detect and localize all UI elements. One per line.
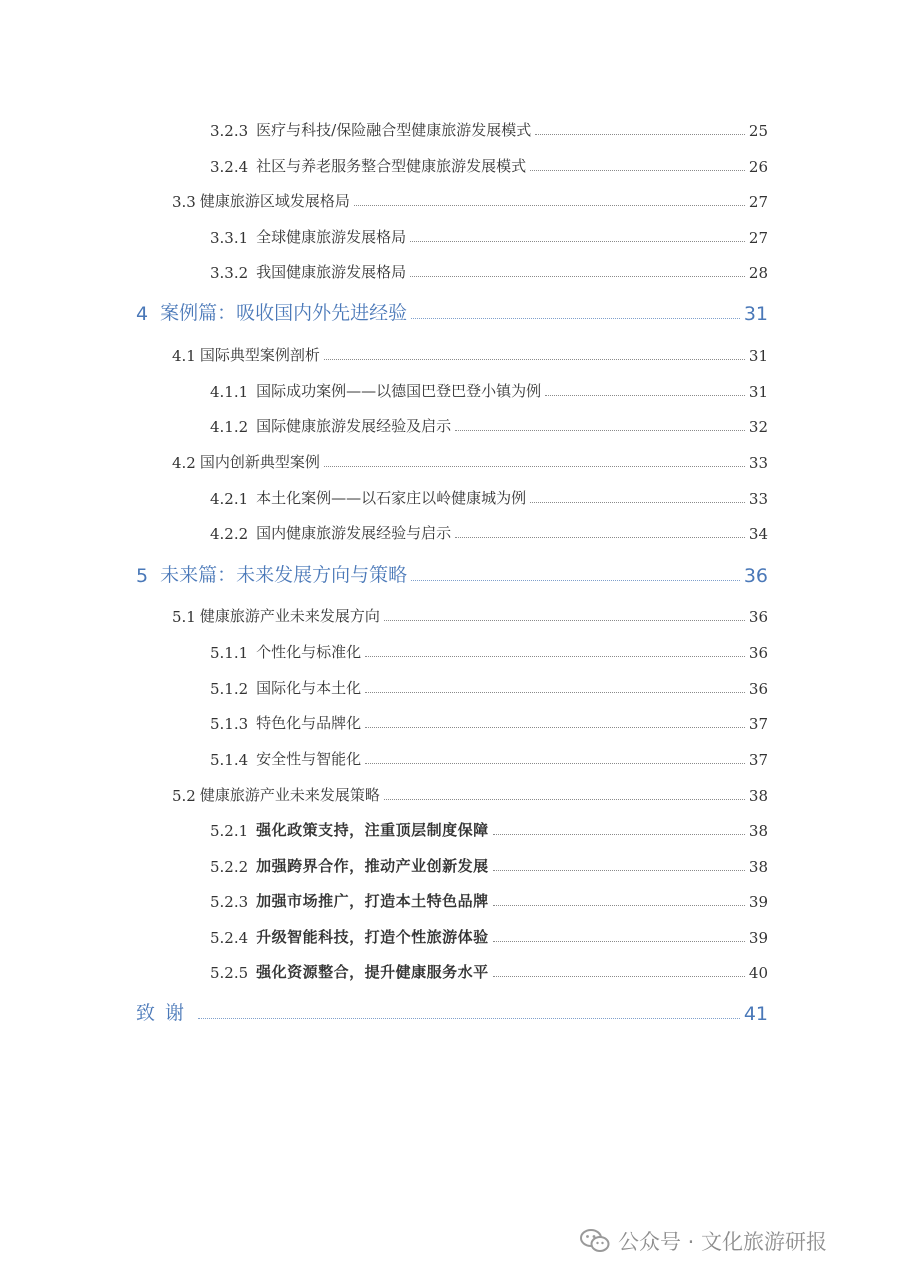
toc-chapter-page: 41: [743, 1003, 768, 1025]
toc-entry-title: 医疗与科技/保险融合型健康旅游发展模式: [256, 121, 532, 139]
dot-leader: [384, 620, 745, 621]
dot-leader: [493, 834, 745, 835]
toc-entry-number: 4.1.1: [210, 383, 249, 401]
toc-entry-5-2-2[interactable]: [210, 852, 768, 876]
toc-entry-page: 34: [748, 525, 768, 543]
toc-entry-4-1-2[interactable]: [210, 412, 768, 436]
toc-entry-page: 38: [748, 822, 768, 840]
dot-leader: [384, 799, 745, 800]
toc-entry-title: 国际典型案例剖析: [199, 346, 320, 364]
dot-leader: [455, 430, 745, 431]
toc-entry-title: 健康旅游产业未来发展方向: [199, 607, 380, 625]
toc-entry-3-3-1[interactable]: [210, 223, 768, 247]
toc-entry-5-1-2[interactable]: [210, 674, 768, 698]
dot-leader: [493, 905, 745, 906]
wechat-icon: [580, 1228, 610, 1254]
toc-entry-page: 32: [748, 418, 768, 436]
toc-entry-number: 5.2.2: [210, 858, 249, 876]
toc-entry-number: 5.1.1: [210, 644, 249, 662]
dot-leader: [198, 1018, 740, 1019]
dot-leader: [545, 395, 745, 396]
toc-entry-title: 国际成功案例——以德国巴登巴登小镇为例: [256, 382, 542, 400]
toc-chapter-title: 致谢: [136, 1002, 195, 1024]
toc-entry-number: 4.2.2: [210, 525, 249, 543]
toc-entry-number: 5.2: [172, 787, 196, 805]
toc-entry-title: 国内创新典型案例: [199, 453, 320, 471]
toc-entry-page: 37: [748, 751, 768, 769]
toc-entry-page: 38: [748, 787, 768, 805]
toc-entry-page: 39: [748, 929, 768, 947]
toc-chapter-title: 未来篇：未来发展方向与策略: [160, 564, 408, 586]
toc-entry-page: 27: [748, 193, 768, 211]
toc-entry-5-2-1[interactable]: [210, 816, 768, 840]
toc-entry-5-1-3[interactable]: [210, 709, 768, 733]
dot-leader: [411, 318, 740, 319]
toc-entry-5-1[interactable]: [172, 602, 768, 626]
dot-leader: [410, 276, 745, 277]
toc-entry-title: 强化资源整合，提升健康服务水平: [256, 963, 489, 981]
wechat-watermark: [580, 1226, 827, 1256]
toc-chapter-4[interactable]: [136, 295, 768, 325]
dot-leader: [324, 466, 745, 467]
toc-entry-number: 5.2.5: [210, 964, 249, 982]
toc-entry-3-2-4[interactable]: [210, 152, 768, 176]
toc-entry-page: 31: [748, 347, 768, 365]
toc-entry-title: 健康旅游产业未来发展策略: [199, 786, 380, 804]
toc-entry-4-2[interactable]: [172, 448, 768, 472]
toc-entry-page: 28: [748, 264, 768, 282]
toc-entry-5-2-5[interactable]: [210, 958, 768, 982]
toc-entry-number: 4.2.1: [210, 490, 249, 508]
toc-chapter-page: 31: [743, 303, 768, 325]
toc-entry-title: 升级智能科技，打造个性旅游体验: [256, 928, 489, 946]
toc-entry-page: 40: [748, 964, 768, 982]
toc-chapter-number: 4: [136, 303, 149, 325]
toc-entry-title: 强化政策支持，注重顶层制度保障: [256, 821, 489, 839]
toc-acknowledgements[interactable]: [136, 995, 768, 1025]
toc-entry-number: 5.1: [172, 608, 196, 626]
dot-leader: [530, 502, 745, 503]
toc-entry-title: 加强跨界合作，推动产业创新发展: [256, 857, 489, 875]
watermark-text: 公众号 · 文化旅游研报: [618, 1230, 828, 1254]
toc-entry-5-2[interactable]: [172, 781, 768, 805]
dot-leader: [493, 976, 745, 977]
toc-entry-page: 39: [748, 893, 768, 911]
toc-entry-number: 3.3.1: [210, 229, 249, 247]
toc-entry-title: 特色化与品牌化: [256, 714, 362, 732]
toc-entry-number: 5.2.1: [210, 822, 249, 840]
toc-entry-title: 国际化与本土化: [256, 679, 362, 697]
toc-entry-number: 4.1.2: [210, 418, 249, 436]
dot-leader: [493, 941, 745, 942]
toc-chapter-number: 5: [136, 565, 149, 587]
dot-leader: [455, 537, 745, 538]
toc-entry-number: 3.3.2: [210, 264, 249, 282]
toc-entry-number: 3.2.3: [210, 122, 249, 140]
toc-entry-page: 33: [748, 490, 768, 508]
toc-entry-number: 5.1.4: [210, 751, 249, 769]
dot-leader: [365, 763, 745, 764]
toc-entry-page: 26: [748, 158, 768, 176]
toc-entry-page: 27: [748, 229, 768, 247]
toc-entry-5-2-4[interactable]: [210, 923, 768, 947]
toc-entry-page: 31: [748, 383, 768, 401]
toc-entry-3-2-3[interactable]: [210, 116, 768, 140]
toc-entry-4-1-1[interactable]: [210, 377, 768, 401]
toc-entry-page: 25: [748, 122, 768, 140]
toc-entry-4-2-1[interactable]: [210, 484, 768, 508]
toc-entry-title: 国际健康旅游发展经验及启示: [256, 417, 452, 435]
toc-entry-page: 37: [748, 715, 768, 733]
toc-entry-page: 36: [748, 608, 768, 626]
toc-entry-title: 全球健康旅游发展格局: [256, 228, 407, 246]
toc-entry-page: 33: [748, 454, 768, 472]
toc-entry-3-3-2[interactable]: [210, 258, 768, 282]
toc-chapter-title: 案例篇：吸收国内外先进经验: [160, 302, 408, 324]
toc-entry-5-1-1[interactable]: [210, 638, 768, 662]
dot-leader: [530, 170, 745, 171]
toc-entry-title: 加强市场推广，打造本土特色品牌: [256, 892, 489, 910]
toc-entry-title: 健康旅游区域发展格局: [199, 192, 350, 210]
dot-leader: [493, 870, 745, 871]
dot-leader: [411, 580, 740, 581]
dot-leader: [354, 205, 745, 206]
toc-entry-3-3[interactable]: [172, 187, 768, 211]
toc-entry-number: 4.1: [172, 347, 196, 365]
toc-entry-number: 3.2.4: [210, 158, 249, 176]
dot-leader: [365, 727, 745, 728]
toc-entry-number: 5.1.3: [210, 715, 249, 733]
toc-entry-number: 5.1.2: [210, 680, 249, 698]
dot-leader: [365, 692, 745, 693]
toc-entry-page: 36: [748, 644, 768, 662]
toc-entry-4-1[interactable]: [172, 341, 768, 365]
toc-entry-title: 国内健康旅游发展经验与启示: [256, 524, 452, 542]
toc-entry-number: 3.3: [172, 193, 196, 211]
toc-entry-title: 本土化案例——以石家庄以岭健康城为例: [256, 489, 527, 507]
toc-entry-title: 个性化与标准化: [256, 643, 362, 661]
toc-entry-5-1-4[interactable]: [210, 745, 768, 769]
toc-chapter-5[interactable]: [136, 557, 768, 587]
toc-entry-4-2-2[interactable]: [210, 519, 768, 543]
dot-leader: [365, 656, 745, 657]
toc-entry-5-2-3[interactable]: [210, 887, 768, 911]
dot-leader: [535, 134, 745, 135]
toc-entry-page: 36: [748, 680, 768, 698]
toc-chapter-page: 36: [743, 565, 768, 587]
toc-entry-title: 我国健康旅游发展格局: [256, 263, 407, 281]
toc-entry-number: 5.2.3: [210, 893, 249, 911]
dot-leader: [324, 359, 745, 360]
toc-entry-page: 38: [748, 858, 768, 876]
toc-entry-number: 5.2.4: [210, 929, 249, 947]
toc-entry-number: 4.2: [172, 454, 196, 472]
toc-entry-title: 安全性与智能化: [256, 750, 362, 768]
toc-entry-title: 社区与养老服务整合型健康旅游发展模式: [256, 157, 527, 175]
dot-leader: [410, 241, 745, 242]
